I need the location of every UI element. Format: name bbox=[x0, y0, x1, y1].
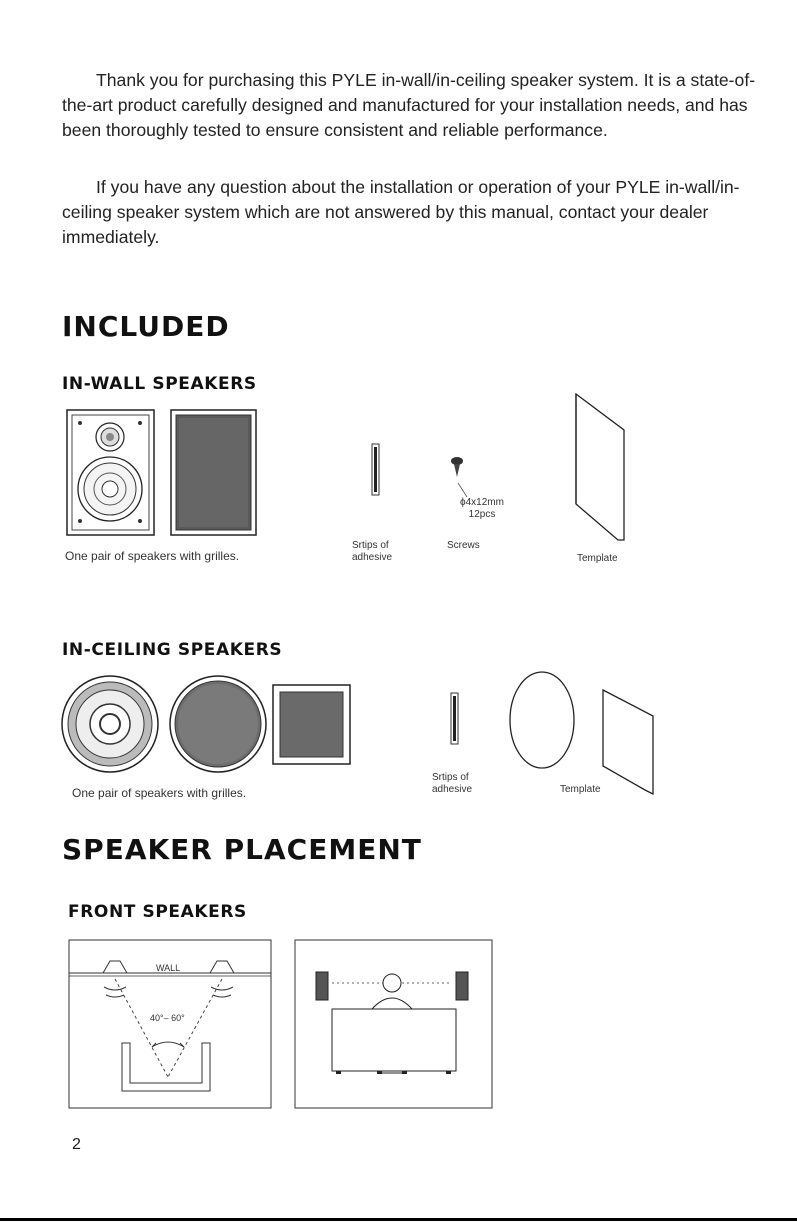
screw-icon bbox=[448, 455, 478, 503]
front-speakers-heading: FRONT SPEAKERS bbox=[68, 902, 247, 922]
inceiling-square-template-figure bbox=[601, 688, 657, 798]
inceiling-strips-caption-2: adhesive bbox=[432, 784, 473, 795]
inceiling-adhesive-strip-figure bbox=[450, 692, 460, 746]
inceiling-round-template-figure bbox=[508, 670, 588, 778]
intro-paragraph-1: Thank you for purchasing this PYLE in-wall/in-ceiling speaker system. It is a state-of-the-art product carefully designed and manufactured for your installation needs, and has been thoroughly tested to ensure consistent and reliable performance. bbox=[62, 70, 756, 140]
inwall-adhesive-strip-figure bbox=[371, 443, 381, 497]
screw-size-label: ϕ4x12mm bbox=[460, 497, 504, 508]
wall-label: WALL bbox=[156, 963, 181, 973]
angle-label: 40°– 60° bbox=[150, 1013, 185, 1023]
inwall-speakers-caption: One pair of speakers with grilles. bbox=[65, 549, 240, 563]
inceiling-heading: IN-CEILING SPEAKERS bbox=[62, 640, 283, 660]
inwall-heading: IN-WALL SPEAKERS bbox=[62, 374, 257, 394]
page-bottom-rule bbox=[0, 1218, 797, 1221]
page-number: 2 bbox=[72, 1136, 81, 1153]
inwall-grille-figure bbox=[170, 409, 258, 537]
inwall-strips-caption-1: Srtips of bbox=[352, 540, 389, 551]
inwall-template-figure bbox=[574, 392, 628, 542]
inceiling-round-grille-figure bbox=[168, 674, 268, 774]
placement-heading: SPEAKER PLACEMENT bbox=[62, 833, 422, 866]
included-heading: INCLUDED bbox=[62, 310, 230, 343]
inwall-strips-caption-2: adhesive bbox=[352, 552, 393, 563]
inceiling-strips-caption-1: Srtips of bbox=[432, 772, 469, 783]
inwall-template-caption: Template bbox=[577, 553, 618, 564]
inwall-speaker-figure bbox=[66, 409, 156, 537]
inceiling-square-grille-figure bbox=[272, 684, 352, 766]
front-placement-front-view bbox=[294, 939, 494, 1111]
inceiling-speaker-figure bbox=[60, 674, 160, 774]
screw-count-label: 12pcs bbox=[468, 509, 496, 520]
inceiling-speakers-caption: One pair of speakers with grilles. bbox=[72, 786, 247, 800]
inceiling-template-caption: Template bbox=[560, 784, 601, 795]
screws-caption: Screws bbox=[447, 540, 480, 551]
intro-paragraph-2: If you have any question about the installation or operation of your PYLE in-wall/in-ceiling speaker system which are not answered by this manual, contact your dealer immediately. bbox=[62, 177, 740, 247]
